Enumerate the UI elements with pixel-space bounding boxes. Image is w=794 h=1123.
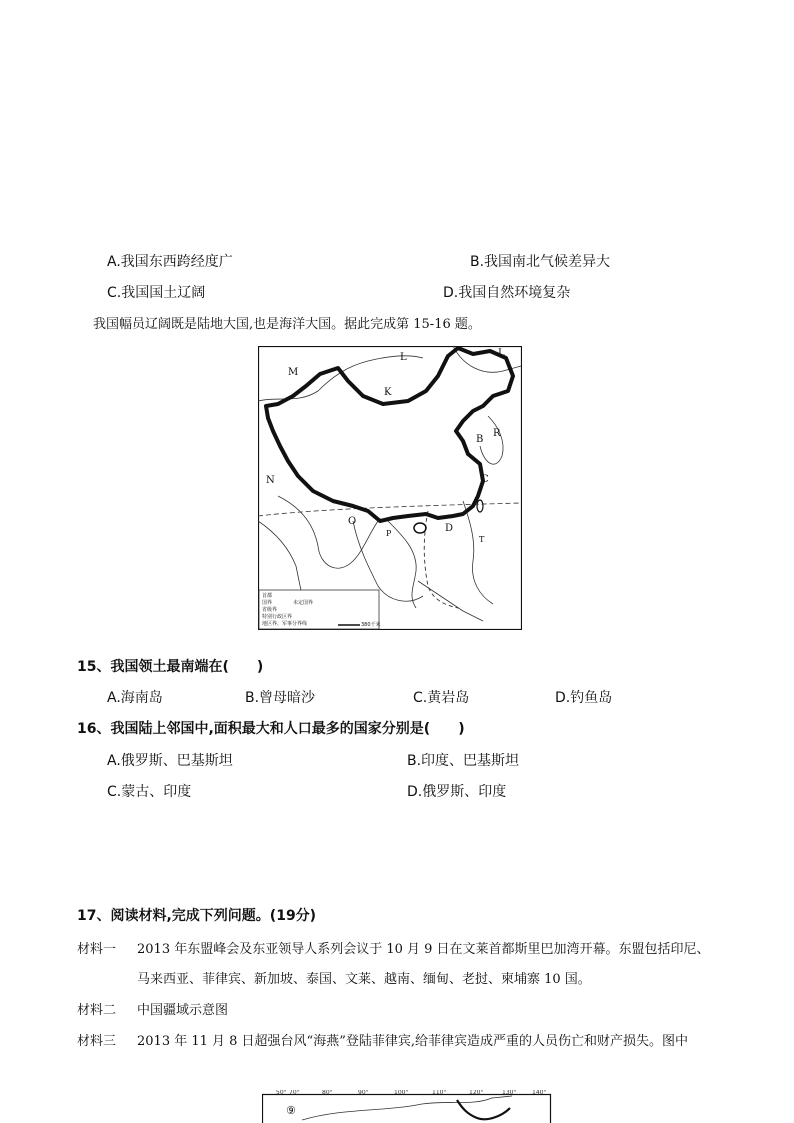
- map-label-m: M: [288, 367, 299, 378]
- map-label-r: R: [493, 428, 501, 439]
- map-label-l1: L: [400, 352, 407, 363]
- material-1-line-1: 2013 年东盟峰会及东亚领导人系列会议于 10 月 9 日在文莱首都斯里巴加湾开幕。东盟包括印尼、: [137, 942, 710, 957]
- map-label-p: P: [386, 529, 392, 538]
- q16-stem: 16、我国陆上邻国中,面积最大和人口最多的国家分别是( ): [77, 721, 465, 737]
- q14-option-b: B.我国南北气候差异大: [470, 254, 611, 270]
- material-3-label: 材料三: [77, 1034, 117, 1049]
- q14-option-d: D.我国自然环境复杂: [443, 285, 571, 301]
- q14-option-c: C.我国国土辽阔: [107, 285, 206, 301]
- q16-option-d: D.俄罗斯、印度: [407, 784, 507, 800]
- lon-label-50: 50°: [276, 1090, 287, 1096]
- lon-label-70: 70°: [289, 1090, 300, 1096]
- material-1-line-2: 马来西亚、菲律宾、新加坡、泰国、文莱、越南、缅甸、老挝、柬埔寨 10 国。: [137, 972, 591, 987]
- lon-label-130: 130°: [502, 1090, 517, 1096]
- q15-option-c: C.黄岩岛: [413, 690, 470, 706]
- map-scale: 380千米: [361, 622, 381, 628]
- q15-option-a: A.海南岛: [107, 690, 163, 706]
- lon-label-80: 80°: [322, 1090, 333, 1096]
- q17-stem: 17、阅读材料,完成下列问题。(19分): [77, 908, 317, 924]
- map-label-o: O: [348, 516, 357, 527]
- section-intro: 我国幅员辽阔既是陆地大国,也是海洋大国。据此完成第 15-16 题。: [93, 317, 481, 332]
- q16-option-a: A.俄罗斯、巴基斯坦: [107, 753, 233, 769]
- material-2-text: 中国疆域示意图: [137, 1003, 229, 1018]
- legend-capital: 首都: [262, 593, 273, 599]
- map-label-c: C: [481, 474, 489, 485]
- legend-sar-border: 特别行政区界: [262, 614, 293, 620]
- china-map: [258, 346, 522, 630]
- q14-option-a: A.我国东西跨经度广: [107, 254, 233, 270]
- territory-map: [262, 1090, 552, 1123]
- material-3-text: 2013 年 11 月 8 日超强台风“海燕”登陆菲律宾,给菲律宾造成严重的人员伤亡和财产损失。图中: [137, 1034, 688, 1049]
- map-label-k: K: [384, 387, 392, 398]
- legend-province-border: 省级界: [262, 607, 278, 613]
- map-label-t: T: [479, 535, 485, 544]
- q15-option-b: B.曾母暗沙: [245, 690, 316, 706]
- q15-stem: 15、我国领土最南端在( ): [77, 659, 264, 675]
- map2-marker: ⑨: [286, 1104, 296, 1117]
- legend-undefined-border: 未定国界: [293, 600, 314, 606]
- lon-label-100: 100°: [394, 1090, 409, 1096]
- legend-border: 国界: [262, 600, 273, 606]
- material-2-label: 材料二: [77, 1003, 117, 1018]
- q15-option-d: D.钓鱼岛: [555, 690, 613, 706]
- map-label-l2: L: [498, 348, 505, 359]
- material-1-label: 材料一: [77, 942, 117, 957]
- lon-label-110: 110°: [432, 1090, 447, 1096]
- lon-label-120: 120°: [469, 1090, 484, 1096]
- map-label-n: N: [266, 475, 275, 486]
- q16-option-b: B.印度、巴基斯坦: [407, 753, 520, 769]
- lon-label-90: 90°: [358, 1090, 369, 1096]
- map-label-d: D: [445, 523, 454, 534]
- q16-option-c: C.蒙古、印度: [107, 784, 192, 800]
- lon-label-140: 140°: [532, 1090, 547, 1096]
- legend-region-border: 地区界、军事分界线: [262, 621, 308, 627]
- map-label-b: B: [476, 434, 484, 445]
